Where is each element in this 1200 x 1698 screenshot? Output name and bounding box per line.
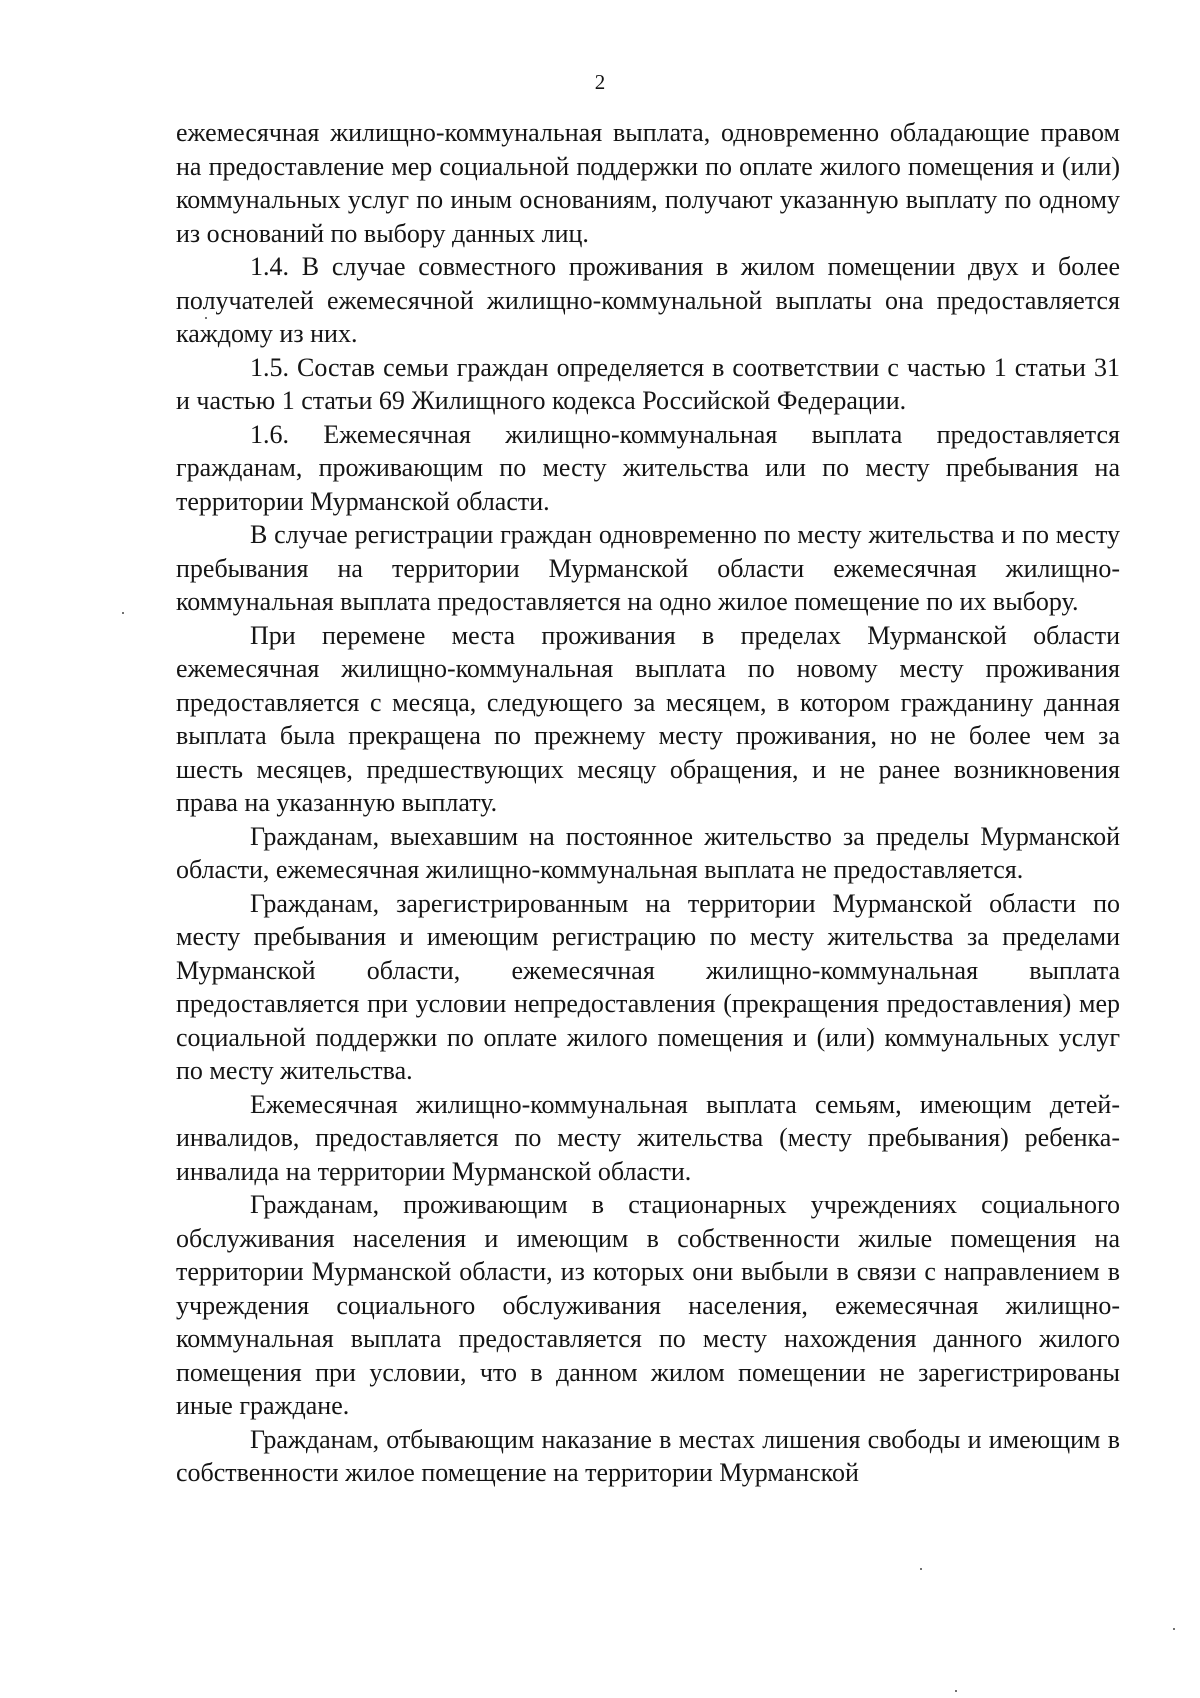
paragraph-temporary-registration: Гражданам, зарегистрированным на территории Мурманской области по месту пребывания и имеющим регистрацию по месту жительства за пределами Мурманской области, ежемесячная жилищно-коммунальная выплата предоставляется при условии непредоставления (прекращения предоставления) мер социальной поддержки по оплате жилого помещения и (или) коммунальных услуг по месту жительства. — [176, 888, 1120, 1085]
paragraph-disabled-children: Ежемесячная жилищно-коммунальная выплата семьям, имеющим детей-инвалидов, предоставляется по месту жительства (месту пребывания) ребенка-инвалида на территории Мурманской области. — [176, 1089, 1120, 1186]
scan-speck — [1173, 1628, 1175, 1630]
paragraph-1-4: 1.4. В случае совместного проживания в жилом помещении двух и более получателей ежемесячной жилищно-коммунальной выплаты она предоставляется каждому из них. — [176, 252, 1120, 348]
scan-speck — [205, 317, 207, 319]
page-number: 2 — [594, 70, 606, 94]
paragraph-inpatient-facilities: Гражданам, проживающим в стационарных учреждениях социального обслуживания населения и имеющим в собственности жилые помещения на территории Мурманской области, из которых они выбыли в связи с направлением в учреждения социального обслуживания населения, ежемесячная жилищно-коммунальная выплата предоставляется по месту нахождения данного жилого помещения при условии, что в данном жилом помещении не зарегистрированы иные граждане. — [176, 1190, 1120, 1420]
paragraph-imprisoned: Гражданам, отбывающим наказание в местах лишения свободы и имеющим в собственности жилое помещение на территории Мурманской — [176, 1424, 1120, 1487]
paragraph-dual-registration: В случае регистрации граждан одновременно по месту жительства и по месту пребывания на территории Мурманской области ежемесячная жилищно-коммунальная выплата предоставляется на одно жилое помещение по их выбору. — [176, 520, 1120, 616]
scan-speck — [122, 612, 124, 614]
paragraph-moved-out: Гражданам, выехавшим на постоянное жительство за пределы Мурманской области, ежемесячная жилищно-коммунальная выплата не предоставляется. — [176, 821, 1120, 884]
scan-speck — [955, 1690, 957, 1692]
paragraph-continuation: ежемесячная жилищно-коммунальная выплата, одновременно обладающие правом на предоставление мер социальной поддержки по оплате жилого помещения и (или) коммунальных услуг по иным основаниям, получают указанную выплату по одному из оснований по выбору данных лиц. — [176, 118, 1120, 248]
paragraph-1-5: 1.5. Состав семьи граждан определяется в соответствии с частью 1 статьи 31 и частью 1 статьи 69 Жилищного кодекса Российской Федерации. — [176, 352, 1120, 415]
document-body — [176, 116, 1120, 1490]
paragraph-1-6: 1.6. Ежемесячная жилищно-коммунальная выплата предоставляется гражданам, проживающим по месту жительства или по месту пребывания на территории Мурманской области. — [176, 419, 1120, 516]
scan-speck — [920, 1568, 922, 1570]
paragraph-relocation: При перемене места проживания в пределах Мурманской области ежемесячная жилищно-коммунальная выплата по новому месту проживания предоставляется с месяца, следующего за месяцем, в котором гражданину данная выплата была прекращена по прежнему месту проживания, но не более чем за шесть месяцев, предшествующих месяцу обращения, и не ранее возникновения права на указанную выплату. — [176, 620, 1120, 817]
